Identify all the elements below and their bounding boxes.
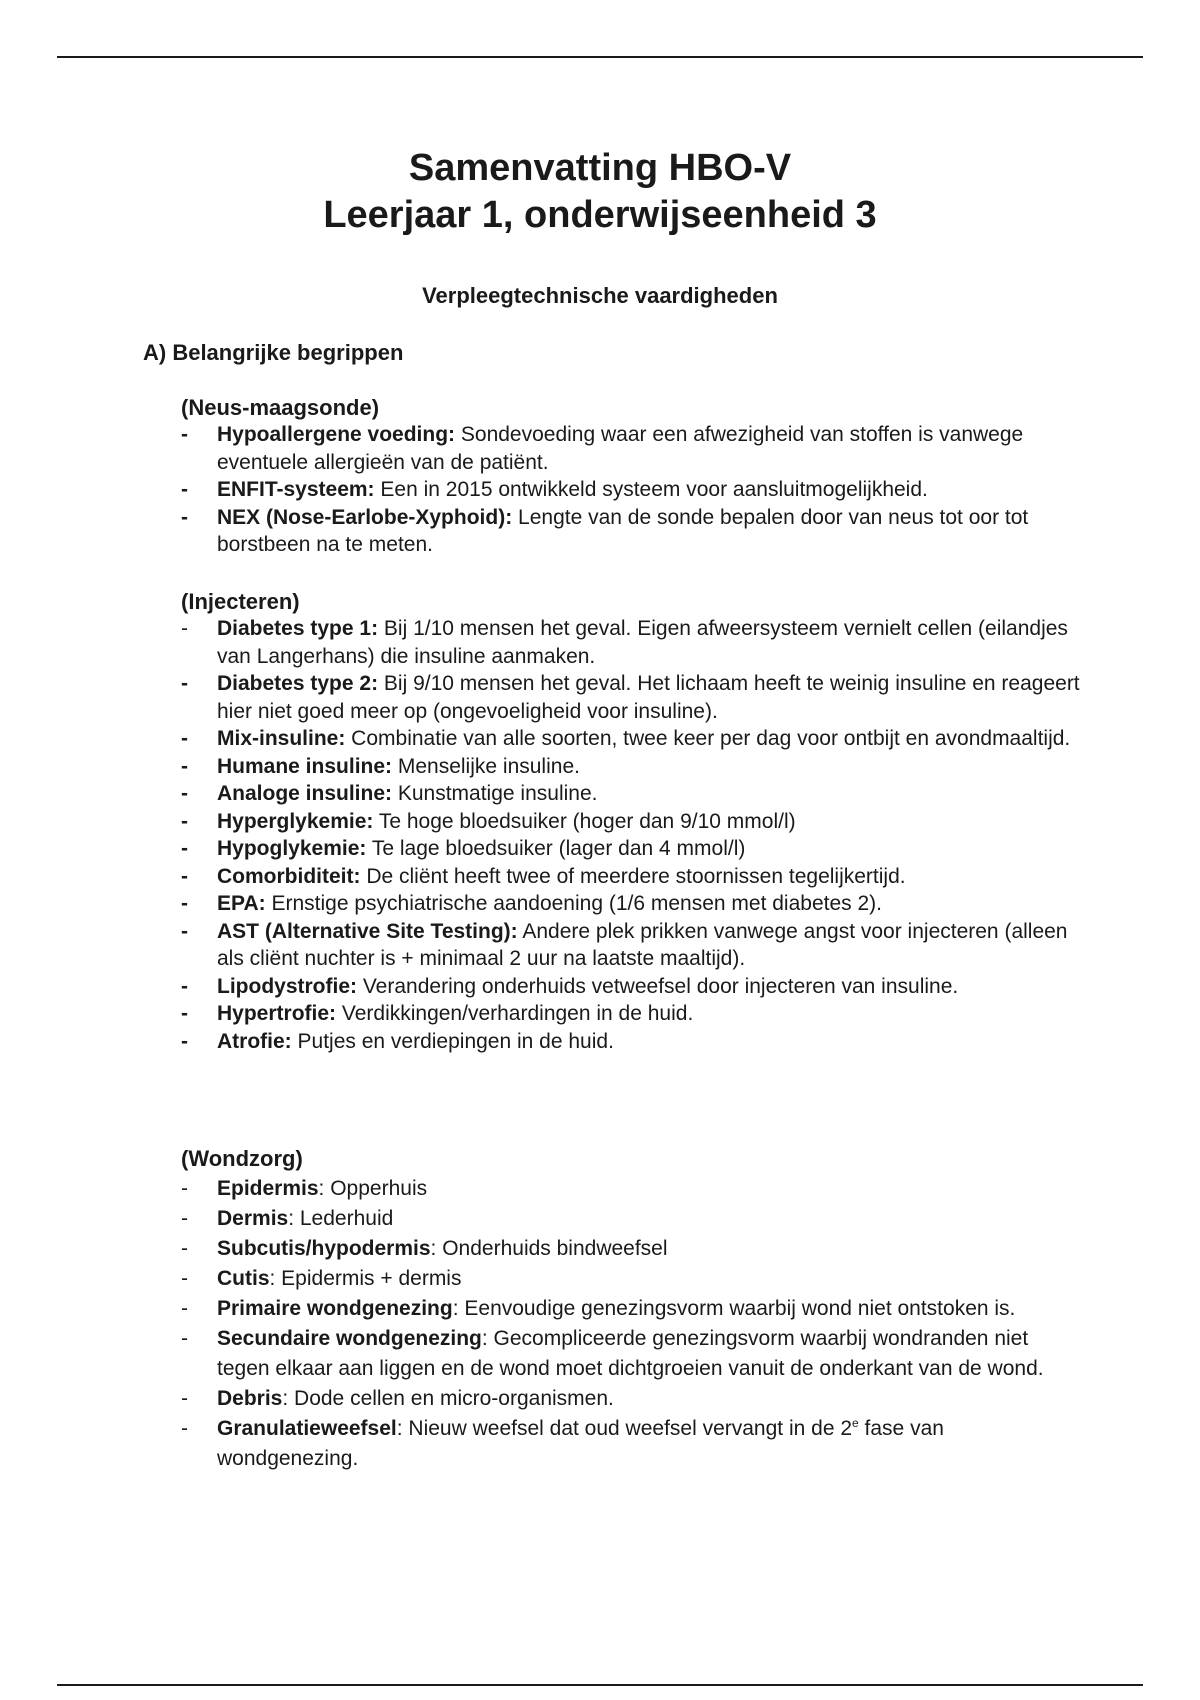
list-dash: -	[181, 974, 188, 998]
term-label: Analoge insuline:	[217, 782, 393, 805]
list-dash: -	[181, 1267, 188, 1290]
list-item	[181, 476, 1081, 504]
list-item	[181, 890, 1081, 918]
term-label: Atrofie:	[217, 1029, 292, 1053]
list-dash: -	[181, 1177, 188, 1200]
term-label: Humane insuline:	[217, 754, 393, 778]
list-item	[181, 918, 1081, 973]
list-dash: -	[181, 809, 188, 833]
list-dash: -	[181, 1297, 188, 1320]
term-definition: : Eenvoudige genezingsvorm waarbij wond niet ontstoken is.	[452, 1297, 1016, 1320]
term-label: Epidermis	[217, 1177, 319, 1200]
list-item	[181, 1234, 1081, 1264]
term-label: Hypertrofie:	[217, 1002, 337, 1025]
list-dash: -	[181, 1002, 188, 1025]
list-item	[181, 670, 1081, 725]
list-dash: -	[181, 782, 188, 805]
list-dash: -	[181, 1417, 188, 1440]
term-label: Diabetes type 1:	[217, 617, 379, 640]
term-definition: Verandering onderhuids vetweefsel door injecteren van insuline.	[357, 974, 959, 998]
term-definition: Verdikkingen/verhardingen in de huid.	[336, 1002, 694, 1025]
group-injecteren	[181, 588, 1081, 1055]
term-definition: : Dode cellen en micro-organismen.	[282, 1387, 614, 1410]
term-list	[181, 1174, 1081, 1474]
list-item	[181, 725, 1081, 753]
term-label: Hyperglykemie:	[217, 809, 374, 833]
term-label: EPA:	[217, 892, 266, 915]
term-definition: Sondevoeding waar een afwezigheid van stoffen is vanwege eventuele allergieën van de patiënt.	[217, 423, 1024, 474]
term-label: ENFIT-systeem:	[217, 478, 375, 501]
term-definition: Menselijke insuline.	[392, 754, 580, 778]
list-dash: -	[181, 505, 188, 529]
term-definition: : Gecompliceerde genezingsvorm waarbij wondranden niet tegen elkaar aan liggen en de wond moet dichtgroeien vanuit de onderkant van de wond.	[217, 1327, 1044, 1380]
term-definition: Lengte van de sonde bepalen door van neus tot oor tot borstbeen na te meten.	[217, 505, 1029, 556]
top-rule	[57, 56, 1143, 58]
list-dash: -	[181, 754, 188, 778]
term-definition: : Opperhuis	[318, 1177, 428, 1200]
list-dash: -	[181, 727, 188, 750]
term-definition: Andere plek prikken vanwege angst voor injecteren (alleen als cliënt nuchter is + minimaal 2 uur na laatste maaltijd).	[217, 919, 1068, 970]
term-definition-continued: fase van wondgenezing.	[217, 1417, 944, 1470]
term-label: Lipodystrofie:	[217, 974, 357, 998]
term-definition: Bij 1/10 mensen het geval. Eigen afweersysteem vernielt cellen (eilandjes van Langerhans) die insuline aanmaken.	[217, 617, 1068, 668]
list-item	[181, 780, 1081, 808]
bottom-rule	[57, 1684, 1143, 1686]
list-item	[181, 835, 1081, 863]
term-definition: De cliënt heeft twee of meerdere stoornissen tegelijkertijd.	[360, 864, 906, 888]
term-label: Hypoallergene voeding:	[217, 423, 456, 446]
term-definition: : Onderhuids bindweefsel	[430, 1237, 668, 1260]
term-definition: Bij 9/10 mensen het geval. Het lichaam heeft te weinig insuline en reageert hier niet goed meer op (ongevoeligheid voor insuline).	[217, 672, 1080, 723]
term-definition: Putjes en verdiepingen in de huid.	[291, 1029, 614, 1053]
term-list	[181, 421, 1081, 559]
term-definition: Ernstige psychiatrische aandoening (1/6 mensen met diabetes 2).	[265, 892, 882, 915]
list-item	[181, 1174, 1081, 1204]
group-neus-maagsonde	[181, 394, 1081, 559]
term-label: Hypoglykemie:	[217, 837, 367, 860]
list-dash: -	[181, 617, 188, 640]
term-definition: : Nieuw weefsel dat oud weefsel vervangt in de 2	[396, 1417, 853, 1440]
list-dash: -	[181, 1207, 188, 1230]
list-dash: -	[181, 672, 188, 695]
term-label: AST (Alternative Site Testing):	[217, 919, 518, 943]
title-line-1: Samenvatting HBO-V	[408, 147, 792, 189]
list-item	[181, 504, 1081, 559]
list-item	[181, 1028, 1081, 1056]
list-dash: -	[181, 478, 188, 501]
term-definition: Een in 2015 ontwikkeld systeem voor aansluitmogelijkheid.	[374, 478, 928, 501]
term-definition: : Lederhuid	[288, 1207, 394, 1230]
list-item	[181, 973, 1081, 1001]
term-label: Dermis	[217, 1207, 289, 1230]
term-label: Cutis	[217, 1267, 270, 1290]
list-dash: -	[181, 837, 188, 860]
list-dash: -	[181, 892, 188, 915]
group-heading: (Injecteren)	[181, 589, 300, 614]
term-list	[181, 615, 1081, 1055]
term-definition: : Epidermis + dermis	[269, 1267, 462, 1290]
list-dash: -	[181, 1327, 188, 1350]
list-item	[181, 1264, 1081, 1294]
list-item	[181, 1414, 1081, 1474]
group-heading: (Wondzorg)	[181, 1146, 303, 1171]
list-dash: -	[181, 423, 188, 446]
term-label: Secundaire wondgenezing	[217, 1327, 482, 1350]
term-definition: Te hoge bloedsuiker (hoger dan 9/10 mmol/l)	[373, 809, 796, 833]
section-heading: A) Belangrijke begrippen	[143, 340, 404, 365]
list-dash: -	[181, 864, 188, 888]
list-item	[181, 1324, 1081, 1384]
term-definition: Combinatie van alle soorten, twee keer per dag voor ontbijt en avondmaaltijd.	[345, 727, 1071, 750]
list-item	[181, 1294, 1081, 1324]
list-dash: -	[181, 1029, 188, 1053]
term-definition: Kunstmatige insuline.	[392, 782, 598, 805]
group-wondzorg	[181, 1144, 1081, 1474]
term-label: Mix-insuline:	[217, 727, 346, 750]
term-label: Granulatieweefsel	[217, 1417, 397, 1440]
title-line-2: Leerjaar 1, onderwijseenheid 3	[323, 194, 877, 236]
list-item	[181, 1000, 1081, 1028]
list-item	[181, 1384, 1081, 1414]
group-heading: (Neus-maagsonde)	[181, 395, 380, 420]
list-item	[181, 615, 1081, 670]
list-dash: -	[181, 1387, 188, 1410]
document-subtitle: Verpleegtechnische vaardigheden	[422, 283, 778, 308]
list-item	[181, 863, 1081, 891]
ordinal-superscript: e	[852, 1416, 859, 1430]
term-label: NEX (Nose-Earlobe-Xyphoid):	[217, 505, 513, 529]
term-label: Debris	[217, 1387, 283, 1410]
list-item	[181, 808, 1081, 836]
document-title	[0, 145, 1200, 239]
term-label: Primaire wondgenezing	[217, 1297, 453, 1320]
term-label: Diabetes type 2:	[217, 672, 379, 695]
term-definition: Te lage bloedsuiker (lager dan 4 mmol/l)	[366, 837, 746, 860]
list-dash: -	[181, 919, 188, 943]
list-item	[181, 1204, 1081, 1234]
list-dash: -	[181, 1237, 188, 1260]
list-item	[181, 421, 1081, 476]
term-label: Comorbiditeit:	[217, 864, 361, 888]
term-label: Subcutis/hypodermis	[217, 1237, 431, 1260]
list-item	[181, 753, 1081, 781]
